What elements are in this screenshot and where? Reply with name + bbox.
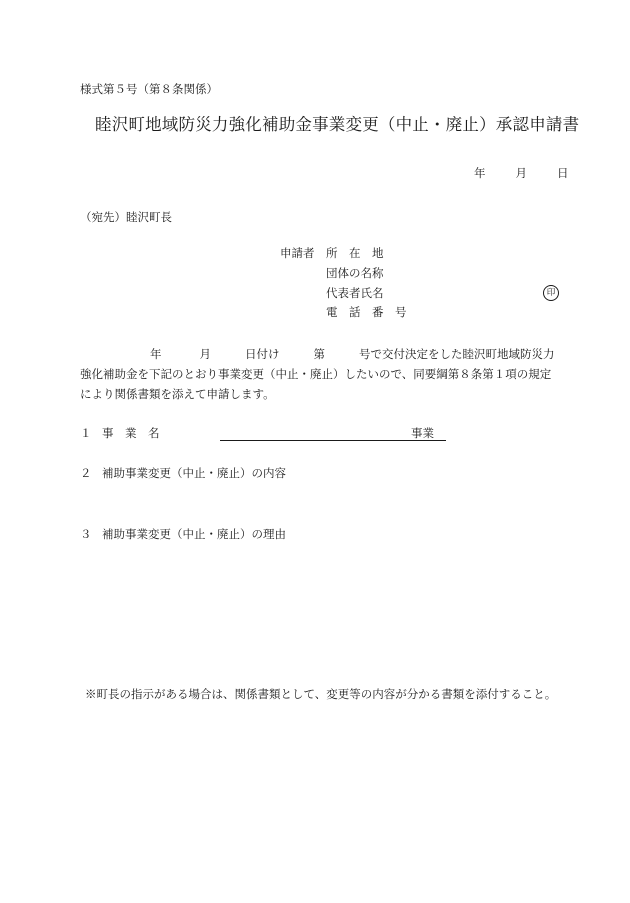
para-line1-rest: 号で交付決定をした睦沢町地域防災力: [359, 347, 555, 361]
date-day-label: 日: [557, 166, 569, 180]
applicant-address-row: [280, 245, 384, 261]
section-2-label: 補助事業変更（中止・廃止）の内容: [102, 466, 286, 480]
paragraph-line-3: により関係書類を添えて申請します。: [80, 387, 275, 401]
date-year-label: 年: [474, 166, 486, 180]
project-name-suffix: 事業: [411, 426, 434, 440]
applicant-label: 申請者: [280, 246, 315, 260]
addressee: （宛先）睦沢町長: [80, 210, 172, 224]
date-month-label: 月: [515, 166, 527, 180]
para-dated: 日付け: [245, 347, 280, 361]
section-2: [80, 465, 286, 481]
section-1-number: １: [80, 426, 92, 440]
form-number: 様式第５号（第８条関係）: [80, 82, 218, 96]
section-3-number: ３: [80, 527, 92, 541]
phone-label: 電 話 番 号: [326, 305, 407, 319]
paragraph-line-2: 強化補助金を下記のとおり事業変更（中止・廃止）したいので、同要綱第８条第１項の規定: [80, 367, 552, 381]
section-3-label: 補助事業変更（中止・廃止）の理由: [102, 527, 286, 541]
section-2-number: ２: [80, 466, 92, 480]
para-no-prefix: 第: [313, 347, 325, 361]
representative-label: 代表者氏名: [326, 286, 384, 300]
seal-mark: 印: [543, 285, 559, 301]
section-1-label: 事 業 名: [102, 426, 160, 440]
para-month: 月: [199, 347, 211, 361]
footnote: ※町長の指示がある場合は、関係書類として、変更等の内容が分かる書類を添付すること。: [85, 687, 557, 701]
document-title: 睦沢町地域防災力強化補助金事業変更（中止・廃止）承認申請書: [95, 115, 580, 134]
address-label: 所 在 地: [326, 246, 384, 260]
paragraph-line-1: [80, 346, 555, 362]
section-1: [80, 425, 160, 441]
org-name-label: 団体の名称: [326, 266, 384, 280]
section-3: [80, 526, 286, 542]
para-year: 年: [150, 347, 162, 361]
date-line: [474, 165, 569, 181]
